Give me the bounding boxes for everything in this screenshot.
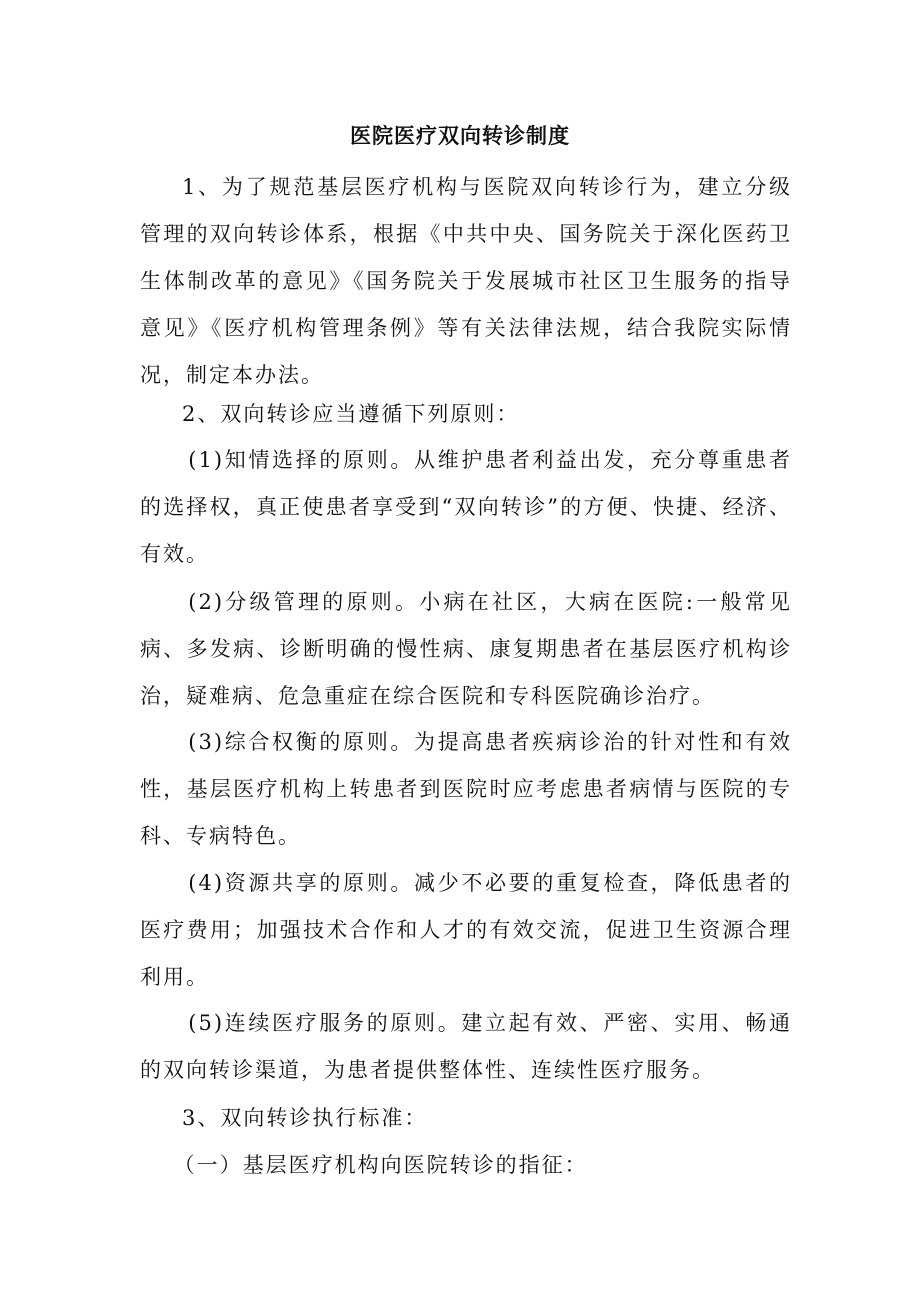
paragraph-subsection-1: （一）基层医疗机构向医院转诊的指征： [173, 1153, 588, 1177]
document-title: 医院医疗双向转诊制度 [350, 123, 570, 148]
paragraph-principle-4: (4)资源共享的原则。减少不必要的重复检查，降低患者的医疗费用；加强技术合作和人才的有效交流，促进卫生资源合理利用。 [140, 871, 792, 989]
paragraph-1: 1、为了规范基层医疗机构与医院双向转诊行为，建立分级管理的双向转诊体系，根据《中共中央、国务院关于深化医药卫生体制改革的意见》《国务院关于发展城市社区卫生服务的指导意见》《医疗机构管理条例》等有关法律法规，结合我院实际情况，制定本办法。 [140, 175, 792, 387]
paragraph-3: 3、双向转诊执行标准： [182, 1106, 428, 1130]
paragraph-principle-1: (1)知情选择的原则。从维护患者利益出发，充分尊重患者的选择权，真正使患者享受到“双向转诊”的方便、快捷、经济、有效。 [140, 448, 792, 566]
paragraph-2: 2、双向转诊应当遵循下列原则： [182, 402, 520, 426]
paragraph-principle-3: (3)综合权衡的原则。为提高患者疾病诊治的针对性和有效性，基层医疗机构上转患者到医院时应考虑患者病情与医院的专科、专病特色。 [140, 730, 792, 848]
paragraph-principle-5: (5)连续医疗服务的原则。建立起有效、严密、实用、畅通的双向转诊渠道，为患者提供整体性、连续性医疗服务。 [140, 1011, 792, 1082]
paragraph-principle-2: (2)分级管理的原则。小病在社区，大病在医院:一般常见病、多发病、诊断明确的慢性病、康复期患者在基层医疗机构诊治，疑难病、危急重症在综合医院和专科医院确诊治疗。 [140, 590, 792, 708]
